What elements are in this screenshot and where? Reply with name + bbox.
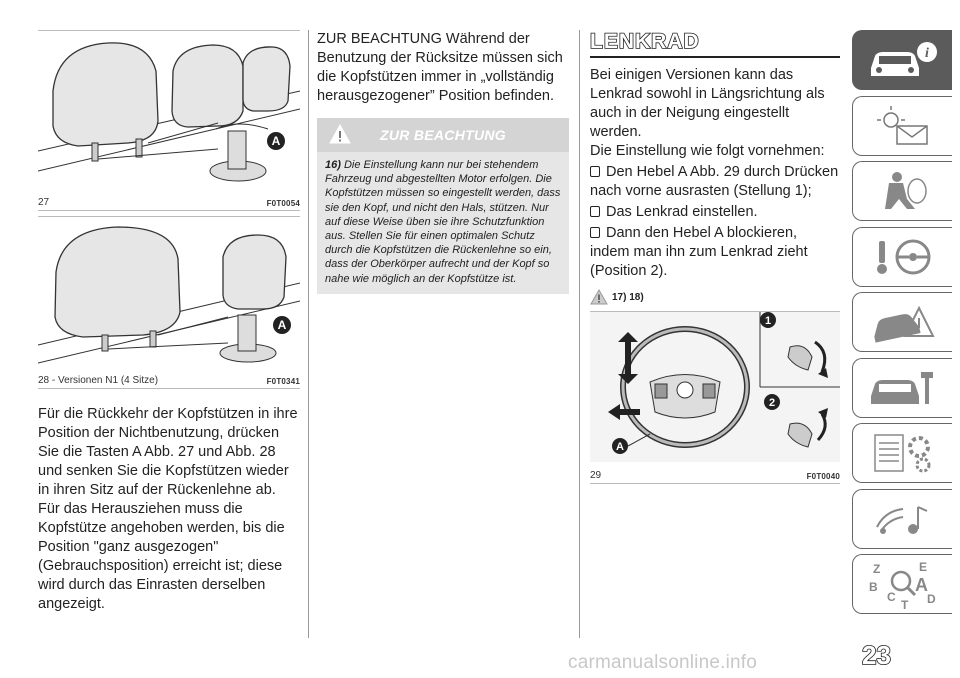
bullet-item: Das Lenkrad einstellen.: [590, 203, 840, 222]
title-rule: [590, 56, 840, 58]
figure-28-label-a-text: A: [277, 318, 287, 332]
svg-text:A: A: [914, 575, 928, 595]
headrest-rear-illustration: [38, 31, 300, 189]
svg-text:i: i: [924, 46, 929, 61]
svg-text:C: C: [886, 590, 896, 604]
tab-maintenance[interactable]: [852, 358, 952, 418]
warning-triangle-icon: [329, 124, 351, 144]
figure-28-code: F0T0341: [266, 377, 300, 386]
svg-text:D: D: [926, 592, 936, 606]
tab-starting-driving[interactable]: [852, 227, 952, 287]
section-title: LENKRAD: [590, 30, 700, 53]
headrest-n1-illustration: [38, 217, 300, 367]
figure-27-label-a-text: A: [271, 134, 281, 148]
figure-29-caption: [590, 467, 840, 484]
tab-index[interactable]: [852, 554, 952, 614]
column-divider-2: [579, 30, 580, 638]
svg-text:Z: Z: [872, 562, 880, 576]
svg-text:1: 1: [764, 315, 772, 327]
figure-29-code: F0T0040: [806, 472, 840, 481]
column-3: [590, 30, 840, 484]
steering-wheel-illustration: [590, 312, 840, 462]
warning-title: ZUR BEACHTUNG: [379, 127, 506, 143]
warning-ref-numbers: 17) 18): [612, 291, 644, 303]
chapter-tabs: [852, 30, 952, 620]
col1-paragraph-1: Für die Rückkehr der Kopfstützen in ihre Position der Nichtbenutzung, drücken Sie die Tasten A Abb. 27 und Abb. 28 und senken Sie die Kopfstützen wieder in ihren Sitz auf der Rückenlehne ab.: [38, 406, 298, 498]
svg-text:2: 2: [768, 397, 776, 409]
figure-29-number: 29: [590, 470, 602, 481]
figure-28: [38, 216, 300, 389]
svg-text:B: B: [868, 580, 878, 594]
figure-28-caption: [38, 372, 300, 389]
technical-data-icon: [863, 431, 943, 475]
col2-paragraph-1: ZUR BEACHTUNG Während der Benutzung der Rücksitze müssen sich die Kopfstützen immer in „vollständig herausgezogener” Position befinden.: [317, 31, 563, 104]
car-info-icon: [863, 38, 943, 82]
warning-box: [317, 152, 569, 294]
bullet-box-icon: [590, 166, 600, 177]
figure-29: [590, 311, 840, 484]
warning-header: [317, 118, 569, 152]
tab-technical-data[interactable]: [852, 423, 952, 483]
figure-27: [38, 30, 300, 211]
dashboard-lights-icon: [863, 104, 943, 148]
bullet-item: Dann den Hebel A blockieren, indem man ihn zum Lenkrad zieht (Position 2).: [590, 225, 808, 279]
col3-paragraph-2: Die Einstellung wie folgt vornehmen:: [590, 143, 825, 159]
starting-driving-icon: [863, 235, 943, 279]
column-divider-1: [308, 30, 309, 638]
warning-text: Die Einstellung kann nur bei stehendem Fahrzeug und abgestellten Motor erfolgen. Die Kopfstützen müssen so eingestellt werden, dass sie den Kopf, und nicht den Hals, stützen. Nur auf diese Weise üben sie ihre Schutzfunktion aus. Stellen Sie für einen optimalen Schutz durch die Kopfstützen die Rückenlehne so ein, dass der Oberkörper aufrecht und der Kopf so nahe wie möglich an der Kopfstütze ist.: [325, 159, 561, 285]
figure-27-caption: [38, 194, 300, 211]
tab-safety[interactable]: [852, 161, 952, 221]
bullet-box-icon: [590, 227, 600, 238]
maintenance-icon: [863, 366, 943, 410]
tab-car-info[interactable]: [852, 30, 952, 90]
bullet-item: Den Hebel A Abb. 29 durch Drücken nach vorne ausrasten (Stellung 1);: [590, 164, 839, 199]
col3-paragraph-1: Bei einigen Versionen kann das Lenkrad sowohl in Längsrichtung als auch in der Neigung eingestellt werden.: [590, 67, 825, 140]
svg-text:E: E: [918, 560, 927, 574]
safety-icon: [863, 169, 943, 213]
figure-27-code: F0T0054: [266, 199, 300, 208]
column-2: [317, 30, 569, 294]
col1-paragraph-2: Für das Herausziehen muss die Kopfstütze angehoben werden, bis die Position "ganz ausgezogen" (Gebrauchsposition) erreicht ist; diese wird durch das Einrasten derselben angezeigt.: [38, 501, 285, 612]
page-number: 23: [862, 640, 891, 670]
bullet-box-icon: [590, 206, 600, 217]
tab-dashboard-lights[interactable]: [852, 96, 952, 156]
multimedia-icon: [863, 497, 943, 541]
emergency-icon: [863, 300, 943, 344]
svg-text:T: T: [900, 598, 908, 609]
index-icon: [863, 559, 943, 609]
column-1: [38, 30, 300, 614]
tab-multimedia[interactable]: [852, 489, 952, 549]
figure-28-number: 28 - Versionen N1 (4 Sitze): [38, 375, 159, 386]
figure-27-number: 27: [38, 197, 50, 208]
svg-text:A: A: [616, 441, 624, 453]
warning-triangle-small-icon: [590, 289, 608, 305]
tab-emergency[interactable]: [852, 292, 952, 352]
watermark: carmanualsonline.info: [568, 652, 758, 673]
warning-number: 16): [325, 159, 341, 171]
warning-refs: [590, 289, 840, 305]
